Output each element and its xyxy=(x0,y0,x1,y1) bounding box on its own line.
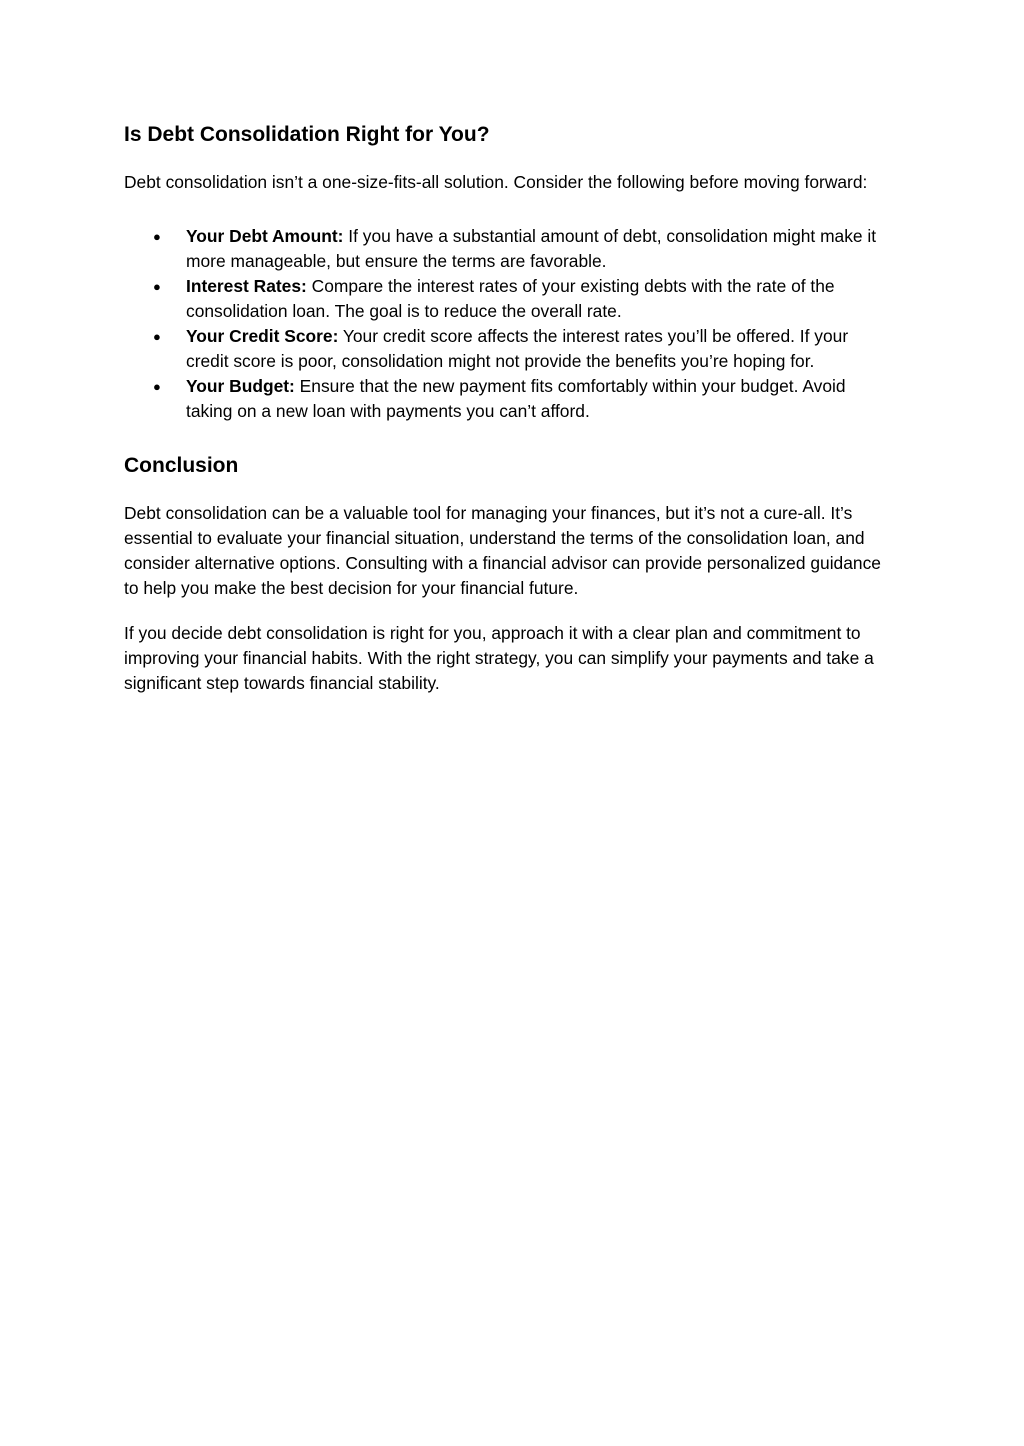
list-item-interest-rates xyxy=(124,274,886,324)
list-item-term: Your Budget: xyxy=(186,376,295,396)
conclusion-paragraph-1: Debt consolidation can be a valuable tool for managing your finances, but it’s not a cure-all. It’s essential to evaluate your financial situation, understand the terms of the consolidation loan, and consider alternative options. Consulting with a financial advisor can provide personalized guidance to help you make the best decision for your financial future. xyxy=(124,503,881,598)
list-item-text: Ensure that the new payment fits comfortably within your budget. Avoid taking on a new loan with payments you can’t afford. xyxy=(186,376,846,421)
considerations-list xyxy=(124,224,886,424)
bullet-icon: ● xyxy=(153,279,161,294)
list-item-credit-score xyxy=(124,324,886,374)
list-item-debt-amount xyxy=(124,224,886,274)
document-page xyxy=(124,120,886,696)
list-item-term: Your Debt Amount: xyxy=(186,226,344,246)
conclusion-paragraph-2: If you decide debt consolidation is right for you, approach it with a clear plan and commitment to improving your financial habits. With the right strategy, you can simplify your payments and take a significant step towards financial stability. xyxy=(124,623,874,693)
bullet-icon: ● xyxy=(153,329,161,344)
list-item-text: Compare the interest rates of your existing debts with the rate of the consolidation loan. The goal is to reduce the overall rate. xyxy=(186,276,835,321)
list-item-term: Your Credit Score: xyxy=(186,326,339,346)
list-item-text: If you have a substantial amount of debt, consolidation might make it more manageable, but ensure the terms are favorable. xyxy=(186,226,877,271)
bullet-icon: ● xyxy=(153,379,161,394)
section-heading-conclusion: Conclusion xyxy=(124,454,239,477)
list-item-budget xyxy=(124,374,886,424)
bullet-icon: ● xyxy=(153,229,161,244)
section-heading-debt-consolidation: Is Debt Consolidation Right for You? xyxy=(124,123,490,146)
list-item-text: Your credit score affects the interest rates you’ll be offered. If your credit score is poor, consolidation might not provide the benefits you’re hoping for. xyxy=(186,326,849,371)
intro-paragraph: Debt consolidation isn’t a one-size-fits-all solution. Consider the following before moving forward: xyxy=(124,172,868,192)
list-item-term: Interest Rates: xyxy=(186,276,307,296)
